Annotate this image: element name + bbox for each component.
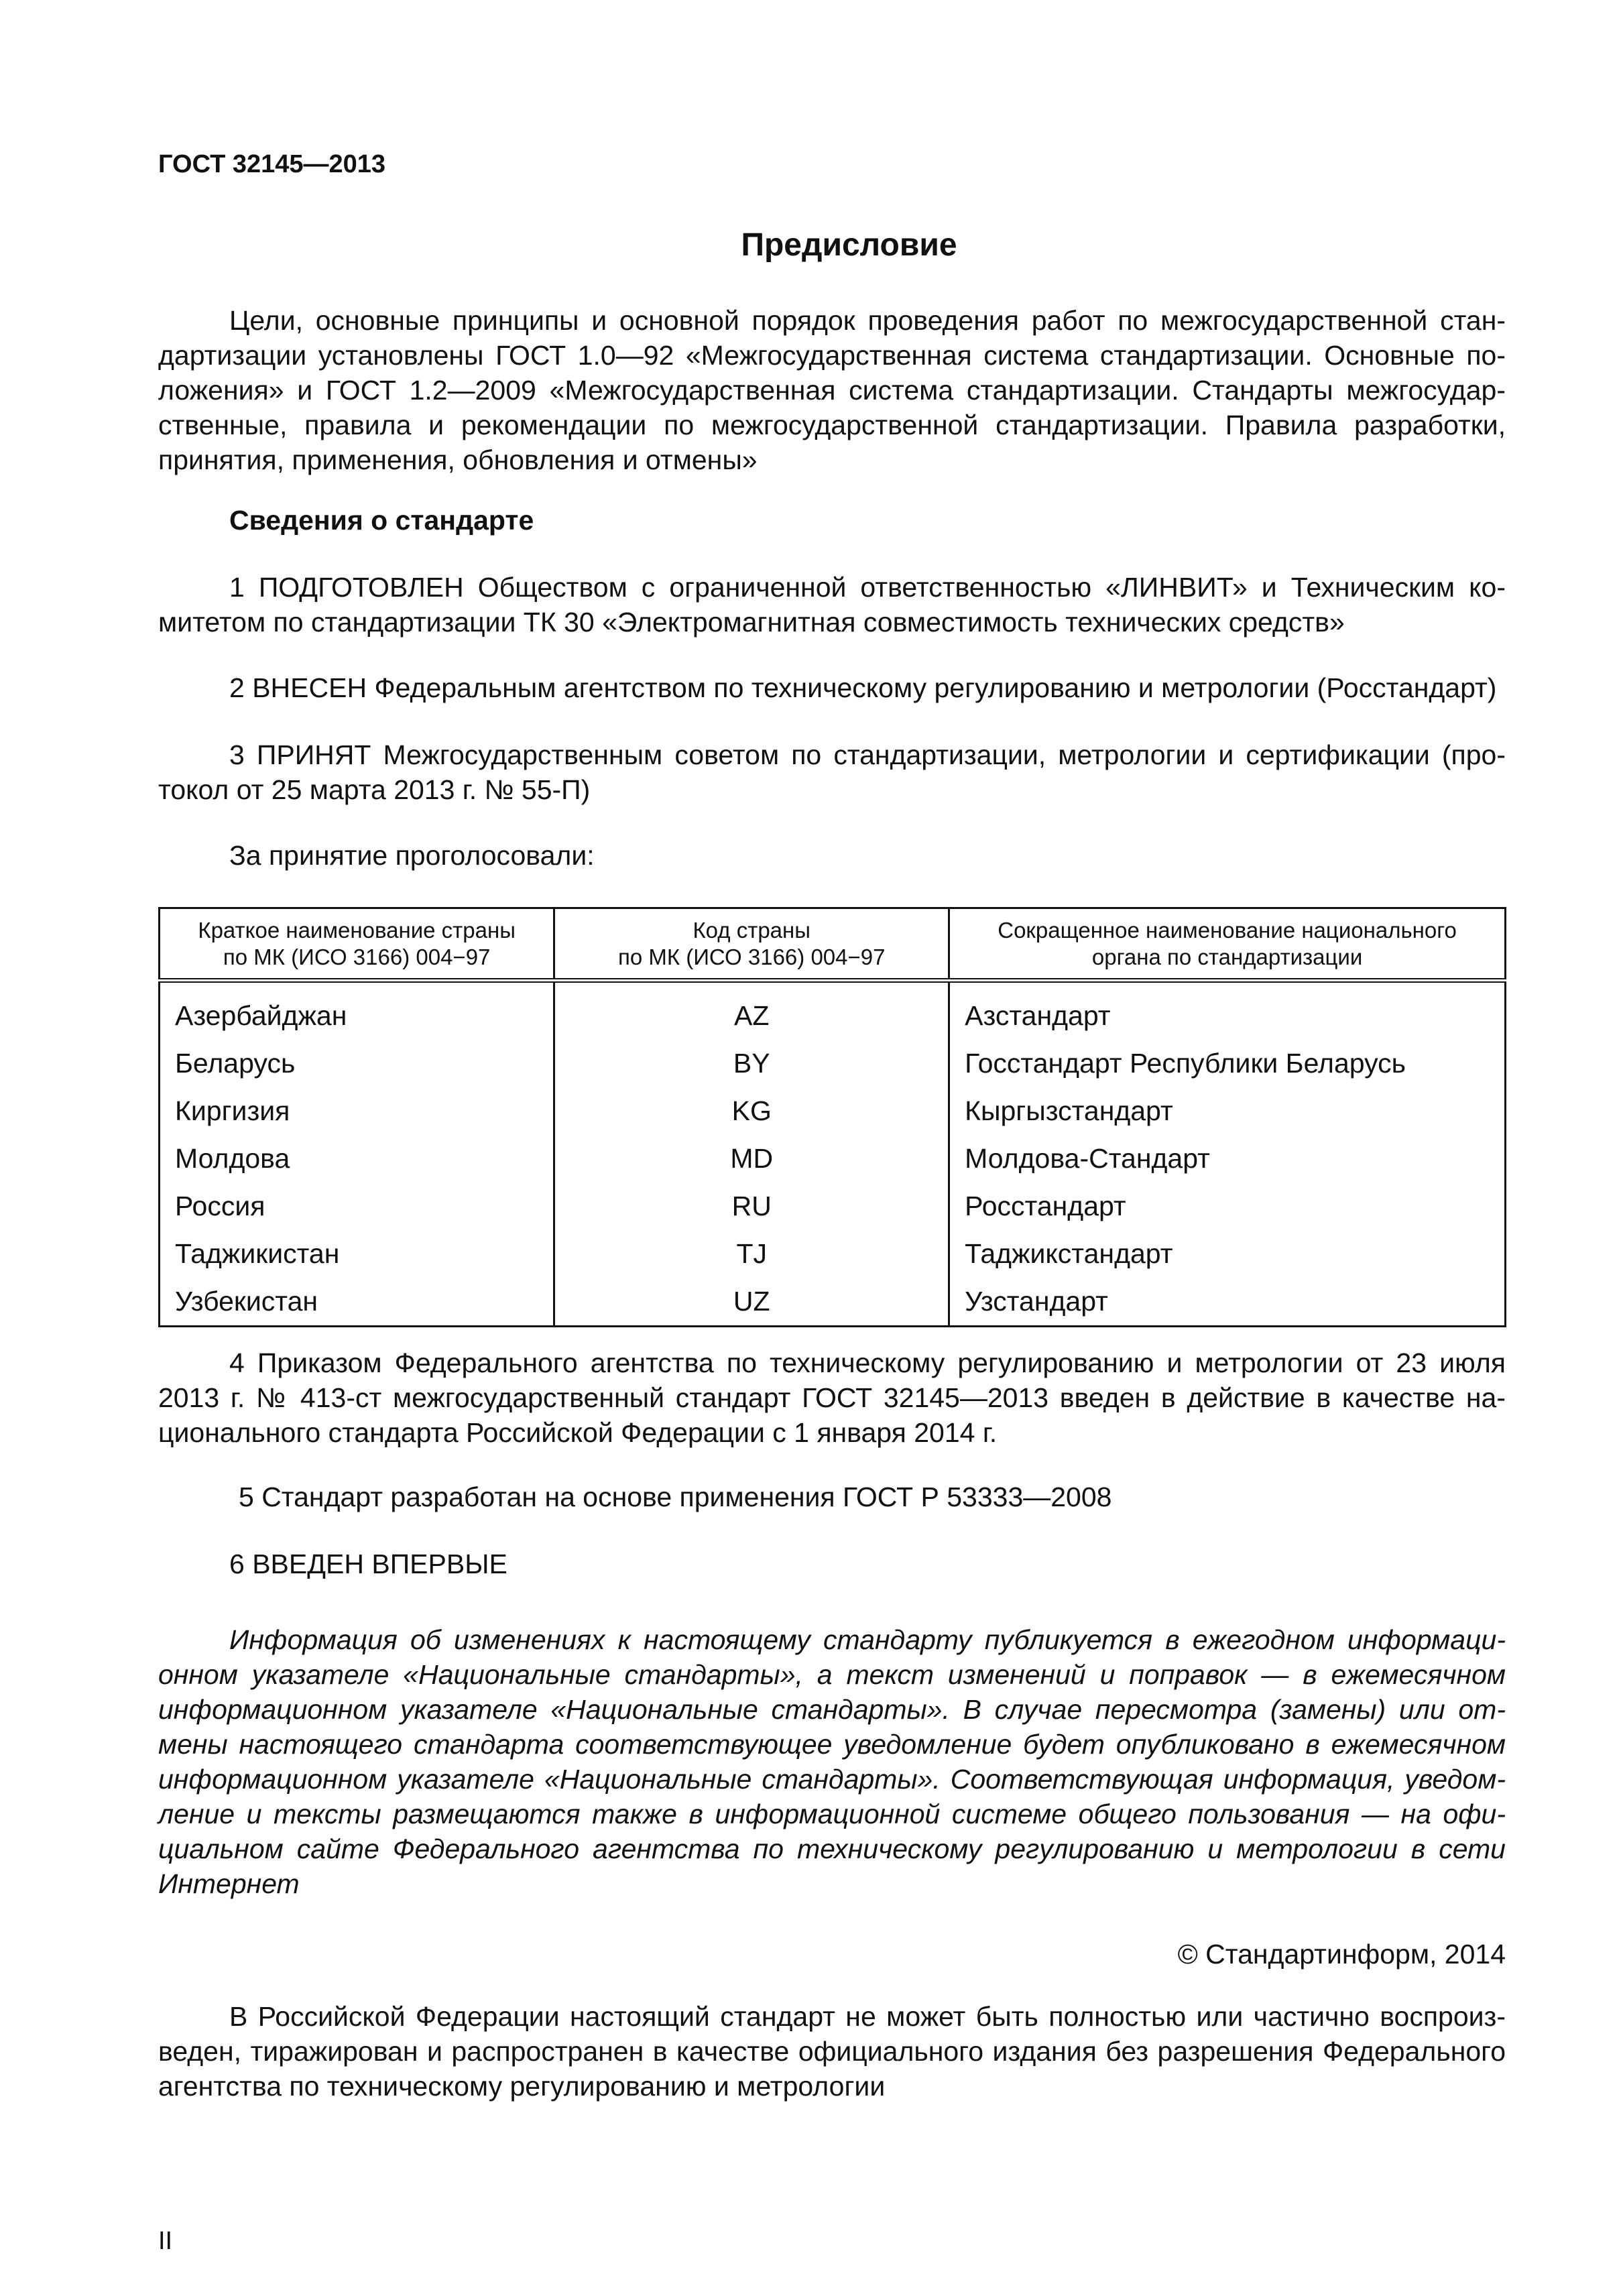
page-title: Предисловие (741, 227, 957, 263)
text-line: веден, тиражирован и распространен в качестве официального издания без разрешения Федерального (158, 2036, 1506, 2067)
text-line: ционального стандарта Российской Федерации с 1 января 2014 г. (158, 1417, 998, 1448)
body-cell: Таджикстандарт (949, 1230, 1506, 1278)
document-code: ГОСТ 32145—2013 (158, 150, 386, 178)
header-line: по МК (ИСО 3166) 004−97 (617, 944, 886, 969)
body-cell: Росстандарт (949, 1183, 1506, 1230)
body-cell: Госстандарт Республики Беларусь (949, 1040, 1506, 1087)
country-cell: Таджикистан (160, 1230, 554, 1278)
header-line: по МК (ИСО 3166) 004−97 (223, 944, 491, 969)
text-line: 2013 г. № 413-ст межгосударственный стандарт ГОСТ 32145—2013 введен в действие в качестве на- (158, 1382, 1506, 1413)
header-line: Сокращенное наименование национального (998, 917, 1457, 943)
text-line: 3 ПРИНЯТ Межгосударственным советом по стандартизации, метрологии и сертификации (про- (229, 739, 1506, 770)
text-line: 1 ПОДГОТОВЛЕН Обществом с ограниченной ответственностью «ЛИНВИТ» и Техническим ко- (229, 572, 1506, 603)
country-cell: Узбекистан (160, 1278, 554, 1327)
member-states-table (158, 907, 1506, 1327)
text-line: мены настоящего стандарта соответствующее уведомление будет опубликовано в ежемесячном (158, 1729, 1506, 1760)
text-line: Цели, основные принципы и основной порядок проведения работ по межгосударственной стан- (229, 305, 1506, 336)
body-cell: Азстандарт (949, 981, 1506, 1040)
country-cell: Беларусь (160, 1040, 554, 1087)
text-line: Интернет (158, 1868, 300, 1899)
text-line: дартизации установлены ГОСТ 1.0—92 «Межгосударственная система стандартизации. Основные по- (158, 340, 1506, 371)
body-cell: Кыргызстандарт (949, 1087, 1506, 1135)
intro-paragraph (158, 303, 1506, 477)
item-6-paragraph: 6 ВВЕДЕН ВПЕРВЫЕ (229, 1549, 507, 1579)
page-number: II (158, 2227, 173, 2255)
text-line: информационном указателе «Национальные стандарты». В случае пересмотра (замены) или от- (158, 1694, 1506, 1725)
text-line: ственные, правила и рекомендации по межгосударственной стандартизации. Правила разработки, (158, 410, 1506, 440)
text-line: митетом по стандартизации ТК 30 «Электромагнитная совместимость технических средств» (158, 607, 1345, 638)
header-line: Краткое наименование страны (198, 917, 516, 943)
header-line: Код страны (693, 917, 810, 943)
table-row (160, 1278, 1506, 1327)
column-header-code (554, 908, 949, 981)
code-cell: RU (554, 1183, 949, 1230)
column-header-country (160, 908, 554, 981)
text-line: Информация об изменениях к настоящему стандарту публикуется в ежегодном информаци- (229, 1624, 1506, 1655)
country-cell: Россия (160, 1183, 554, 1230)
text-line: токол от 25 марта 2013 г. № 55-П) (158, 774, 591, 805)
text-line: циальном сайте Федерального агентства по техническому регулированию и метрологии в сети (158, 1833, 1506, 1864)
body-cell: Молдова-Стандарт (949, 1135, 1506, 1183)
text-line: принятия, применения, обновления и отмены» (158, 444, 758, 475)
info-heading: Сведения о стандарте (229, 505, 534, 536)
item-3-paragraph (158, 737, 1506, 807)
code-cell: BY (554, 1040, 949, 1087)
item-4-paragraph (158, 1345, 1506, 1450)
country-cell: Киргизия (160, 1087, 554, 1135)
column-header-body (949, 908, 1506, 981)
code-cell: UZ (554, 1278, 949, 1327)
text-line: агентства по техническому регулированию и метрологии (158, 2071, 886, 2102)
text-line: ложения» и ГОСТ 1.2—2009 «Межгосударственная система стандартизации. Стандарты межгосудар- (158, 375, 1506, 406)
body-cell: Узстандарт (949, 1278, 1506, 1327)
header-line: органа по стандартизации (1091, 944, 1363, 969)
text-line: онном указателе «Национальные стандарты», а текст изменений и поправок — в ежемесячном (158, 1659, 1506, 1690)
code-cell: TJ (554, 1230, 949, 1278)
vote-label: За принятие проголосовали: (229, 840, 595, 871)
country-cell: Азербайджан (160, 981, 554, 1040)
table-row (160, 1087, 1506, 1135)
text-line: информационном указателе «Национальные стандарты». Соответствующая информация, уведом- (158, 1764, 1506, 1795)
table-header-row (160, 908, 1506, 981)
table-row (160, 1230, 1506, 1278)
table-row (160, 1183, 1506, 1230)
country-cell: Молдова (160, 1135, 554, 1183)
text-line: ление и тексты размещаются также в информационной системе общего пользования — на офи- (158, 1799, 1506, 1829)
item-1-paragraph (158, 570, 1506, 640)
table-row (160, 1040, 1506, 1087)
table-row (160, 981, 1506, 1040)
text-line: 4 Приказом Федерального агентства по техническому регулированию и метрологии от 23 июля (229, 1347, 1506, 1378)
code-cell: KG (554, 1087, 949, 1135)
code-cell: AZ (554, 981, 949, 1040)
amendments-notice (158, 1622, 1506, 1901)
text-line: В Российской Федерации настоящий стандарт не может быть полностью или частично воспроиз- (229, 2001, 1506, 2032)
item-2-paragraph: 2 ВНЕСЕН Федеральным агентством по техническому регулированию и метрологии (Росстандарт) (229, 672, 1497, 703)
table-row (160, 1135, 1506, 1183)
item-5-paragraph: 5 Стандарт разработан на основе применения ГОСТ Р 53333—2008 (239, 1482, 1112, 1512)
rights-paragraph (158, 1999, 1506, 2104)
code-cell: MD (554, 1135, 949, 1183)
copyright-notice: © Стандартинформ, 2014 (1177, 1939, 1506, 1970)
